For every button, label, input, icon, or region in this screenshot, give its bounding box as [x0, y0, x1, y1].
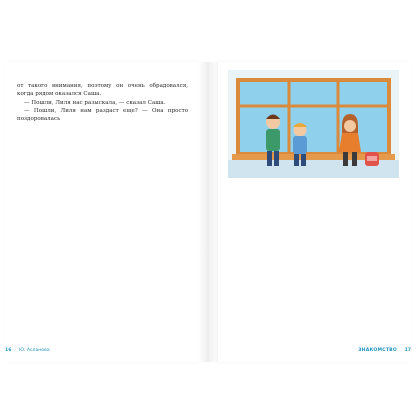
left-page-number: 16 [5, 348, 12, 353]
left-page [5, 62, 198, 362]
left-page-text [17, 82, 188, 123]
paragraph: от такого внимания, поэтому он очень обрадовался, когда рядом оказался Саша. [17, 83, 188, 98]
window-glass [240, 82, 387, 152]
window-illustration [228, 70, 399, 178]
paragraph: — Пошли, Лиля нас разыскала, — сказал Саша. [24, 99, 166, 106]
left-author-name: Ю. Асланова [19, 348, 50, 353]
book-gutter [198, 62, 218, 362]
paragraph: — Пошли, Лиля нам раздаст еще? — Она просто поздоровалась [17, 107, 188, 123]
right-page-number: 17 [404, 348, 411, 353]
right-page [218, 62, 411, 362]
backpack [365, 152, 379, 166]
right-section-title: ЗНАКОМСТВО [358, 348, 397, 353]
left-footer [5, 348, 198, 356]
right-footer [218, 348, 411, 356]
